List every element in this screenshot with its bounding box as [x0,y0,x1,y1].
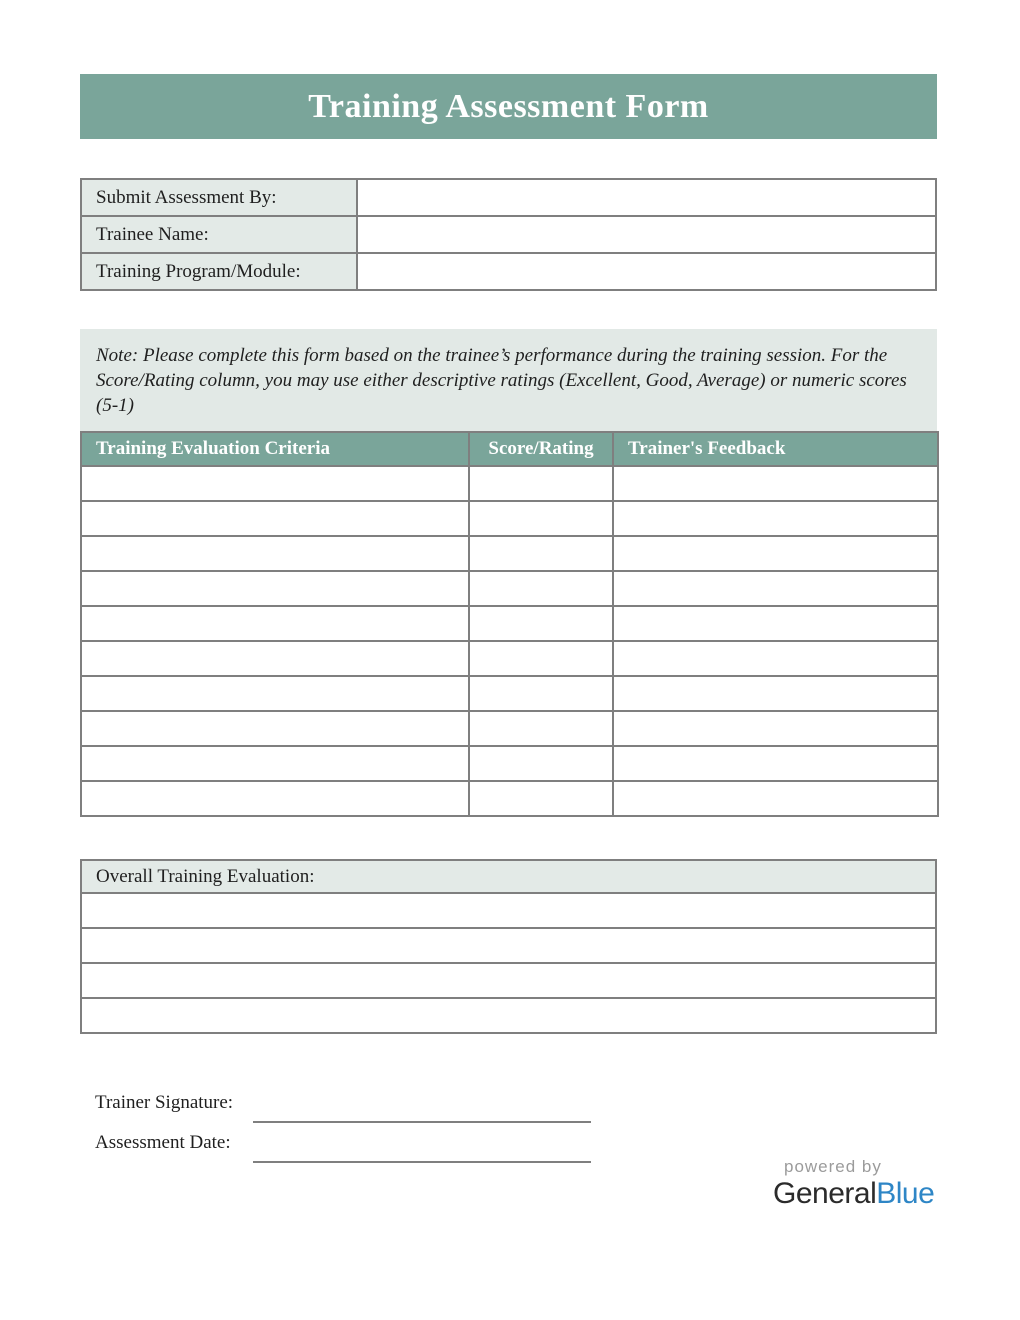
column-header-score: Score/Rating [469,432,613,466]
trainer-signature-line[interactable] [253,1093,591,1123]
criteria-row [81,676,938,711]
feedback-cell[interactable] [613,711,938,746]
generalblue-logo [773,1157,938,1211]
info-row [81,179,936,216]
overall-blank-row [81,928,936,963]
info-row-label: Trainee Name: [81,216,357,253]
info-row-value-field[interactable] [357,253,936,290]
score-cell[interactable] [469,501,613,536]
feedback-cell[interactable] [613,746,938,781]
criteria-row [81,781,938,816]
assessment-date-line[interactable] [253,1133,591,1163]
feedback-cell[interactable] [613,606,938,641]
feedback-cell[interactable] [613,501,938,536]
criteria-row [81,571,938,606]
instructions-note: Note: Please complete this form based on the trainee’s performance during the training session. For the Score/Rating column, you may use either descriptive ratings (Excellent, Good, Average) or numeric scores (5-1) [80,329,937,431]
feedback-cell[interactable] [613,571,938,606]
feedback-cell[interactable] [613,536,938,571]
criteria-table-header-row [81,432,938,466]
overall-blank-row [81,998,936,1033]
assessment-date-label: Assessment Date: [95,1132,231,1153]
criteria-row [81,536,938,571]
score-cell[interactable] [469,606,613,641]
info-table [80,178,937,291]
info-row-value-field[interactable] [357,179,936,216]
score-cell[interactable] [469,466,613,501]
info-row [81,253,936,290]
overall-blank-row [81,963,936,998]
criteria-cell[interactable] [81,711,469,746]
info-row-value-field[interactable] [357,216,936,253]
criteria-cell[interactable] [81,641,469,676]
brand-name-blue: Blue [876,1177,935,1210]
info-row-label: Training Program/Module: [81,253,357,290]
info-row-label: Submit Assessment By: [81,179,357,216]
column-header-criteria: Training Evaluation Criteria [81,432,469,466]
criteria-row [81,606,938,641]
trainer-signature-row [80,1083,937,1123]
trainer-signature-label: Trainer Signature: [95,1092,234,1113]
score-cell[interactable] [469,571,613,606]
overall-blank-row [81,893,936,928]
score-cell[interactable] [469,641,613,676]
feedback-cell[interactable] [613,641,938,676]
signature-block [80,1083,937,1163]
overall-evaluation-label: Overall Training Evaluation: [81,860,936,893]
powered-by-text: powered by [784,1157,882,1176]
score-cell[interactable] [469,711,613,746]
criteria-cell[interactable] [81,536,469,571]
feedback-cell[interactable] [613,466,938,501]
column-header-feedback: Trainer's Feedback [613,432,938,466]
info-row [81,216,936,253]
overall-blank-cell[interactable] [81,998,936,1033]
brand-name-general: General [773,1177,877,1210]
score-cell[interactable] [469,746,613,781]
overall-evaluation-table [80,859,937,1034]
score-cell[interactable] [469,781,613,816]
score-cell[interactable] [469,536,613,571]
criteria-cell[interactable] [81,606,469,641]
criteria-row [81,641,938,676]
page-title: Training Assessment Form [308,87,709,125]
overall-blank-cell[interactable] [81,963,936,998]
criteria-row [81,711,938,746]
criteria-row [81,501,938,536]
criteria-row [81,746,938,781]
overall-blank-cell[interactable] [81,893,936,928]
criteria-cell[interactable] [81,676,469,711]
criteria-cell[interactable] [81,466,469,501]
brand-name [773,1177,938,1211]
overall-header-row [81,860,936,893]
criteria-cell[interactable] [81,746,469,781]
score-cell[interactable] [469,676,613,711]
criteria-row [81,466,938,501]
feedback-cell[interactable] [613,676,938,711]
criteria-table [80,431,939,817]
title-banner [80,74,937,139]
criteria-cell[interactable] [81,571,469,606]
criteria-cell[interactable] [81,501,469,536]
overall-blank-cell[interactable] [81,928,936,963]
feedback-cell[interactable] [613,781,938,816]
criteria-cell[interactable] [81,781,469,816]
